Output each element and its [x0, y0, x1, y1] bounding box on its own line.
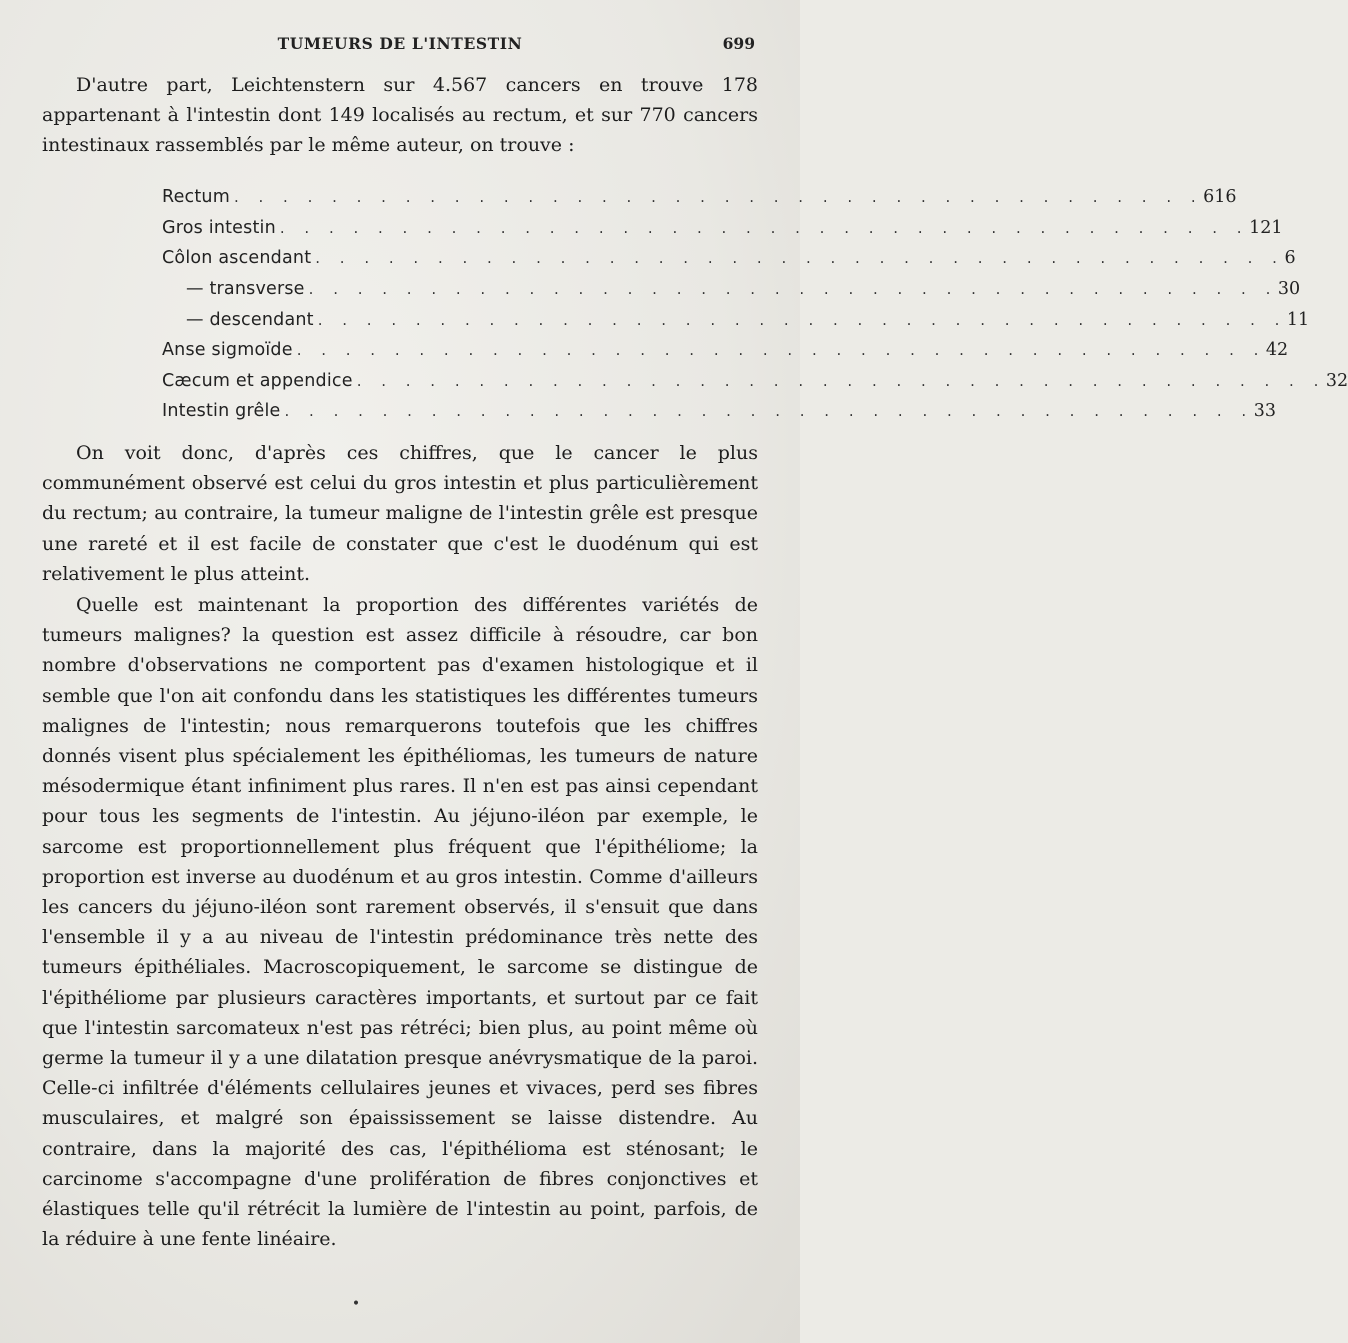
row-label: — descendant: [186, 309, 314, 330]
row-value: 32: [1325, 370, 1348, 391]
dot-leader: . . . . . . . . . . . . . . . . . . . . . . . . . . . . . . . . . . . . . . . .: [296, 341, 1266, 360]
dot-leader: . . . . . . . . . . . . . . . . . . . . . . . . . . . . . . . . . . . . . . . .: [356, 371, 1326, 390]
page-header: [0, 34, 800, 58]
ornament-mark: •: [351, 1296, 361, 1312]
row-label: — transverse: [186, 279, 305, 300]
dot-leader: . . . . . . . . . . . . . . . . . . . . . . . . . . . . . . . . . . . . . . . .: [308, 280, 1278, 299]
row-label: Anse sigmoïde: [162, 340, 293, 361]
row-label: Côlon ascendant: [162, 248, 312, 269]
row-value: 11: [1286, 309, 1310, 330]
table-row: [162, 304, 1310, 335]
table-row: [162, 335, 1289, 366]
running-title: TUMEURS DE L'INTESTIN: [277, 34, 523, 53]
dot-leader: . . . . . . . . . . . . . . . . . . . . . . . . . . . . . . . . . . . . . . . .: [284, 402, 1254, 421]
dot-leader: . . . . . . . . . . . . . . . . . . . . . . . . . . . . . . . . . . . . . . . .: [315, 249, 1285, 268]
row-label: Cæcum et appendice: [162, 370, 353, 391]
page-number: 699: [722, 34, 755, 53]
row-value: 33: [1253, 401, 1276, 422]
table-row: [162, 274, 1301, 305]
table-row: [162, 213, 1283, 244]
row-value: 121: [1249, 217, 1283, 238]
row-value: 42: [1265, 340, 1289, 361]
row-value: 6: [1284, 248, 1296, 269]
cancer-location-table: [162, 182, 1348, 427]
dot-leader: . . . . . . . . . . . . . . . . . . . . . . . . . . . . . . . . . . . . . . . .: [233, 188, 1204, 207]
table-row: [162, 243, 1296, 274]
row-value: 616: [1203, 187, 1237, 208]
table-row: [162, 366, 1348, 397]
row-label: Rectum: [162, 187, 230, 208]
row-label: Intestin grêle: [162, 401, 281, 422]
dot-leader: . . . . . . . . . . . . . . . . . . . . . . . . . . . . . . . . . . . . . . . .: [279, 218, 1250, 237]
row-value: 30: [1277, 279, 1301, 300]
intro-paragraph: D'autre part, Leichtenstern sur 4.567 cancers en trouve 178 appartenant à l'intestin dont 149 localisés au rectum, et sur 770 cancers intestinaux rassemblés par le même auteur, on trouve :: [42, 74, 758, 157]
table-row: [162, 396, 1276, 427]
table-row: [162, 182, 1237, 213]
main-paragraph: Quelle est maintenant la proportion des différentes variétés de tumeurs malignes? la question est assez difficile à résoudre, car bon nombre d'observations ne comportent pas d'examen histologique et il semble que l'on ait confondu dans les statistiques les différentes tumeurs malignes de l'intestin; nous remarquerons toutefois que les chiffres donnés visent plus spécialement les épithéliomas, les tumeurs de nature mésodermique étant infiniment plus rares. Il n'en est pas ainsi cependant pour tous les segments de l'intestin. Au jéjuno-iléon par exemple, le sarcome est proportionnellement plus fréquent que l'épithéliome; la proportion est inverse au duodénum et au gros intestin. Comme d'ailleurs les cancers du jéjuno-iléon sont rarement observés, il s'ensuit que dans l'ensemble il y a au niveau de l'intestin prédominance très nette des tumeurs épithéliales. Macroscopiquement, le sarcome se distingue de l'épithéliome par plusieurs caractères importants, et surtout par ce fait que l'intestin sarcomateux n'est pas rétréci; bien plus, au point même où germe la tumeur il y a une dilatation presque anévrysmatique de la paroi. Celle-ci infiltrée d'éléments cellulaires jeunes et vivaces, perd ses fibres musculaires, et malgré son épaississement se laisse distendre. Au contraire, dans la majorité des cas, l'épithélioma est sténosant; le carcinome s'accompagne d'une prolifération de fibres conjonctives et élastiques telle qu'il rétrécit la lumière de l'intestin au point, parfois, de la réduire à une fente linéaire.: [42, 594, 758, 1251]
conclusion-paragraph: On voit donc, d'après ces chiffres, que le cancer le plus communément observé est celui du gros intestin et plus particulièrement du rectum; au contraire, la tumeur maligne de l'intestin grêle est presque une rareté et il est facile de constater que c'est le duodénum qui est relativement le plus atteint.: [42, 442, 758, 585]
dot-leader: . . . . . . . . . . . . . . . . . . . . . . . . . . . . . . . . . . . . . . . .: [317, 310, 1287, 329]
row-label: Gros intestin: [162, 217, 276, 238]
